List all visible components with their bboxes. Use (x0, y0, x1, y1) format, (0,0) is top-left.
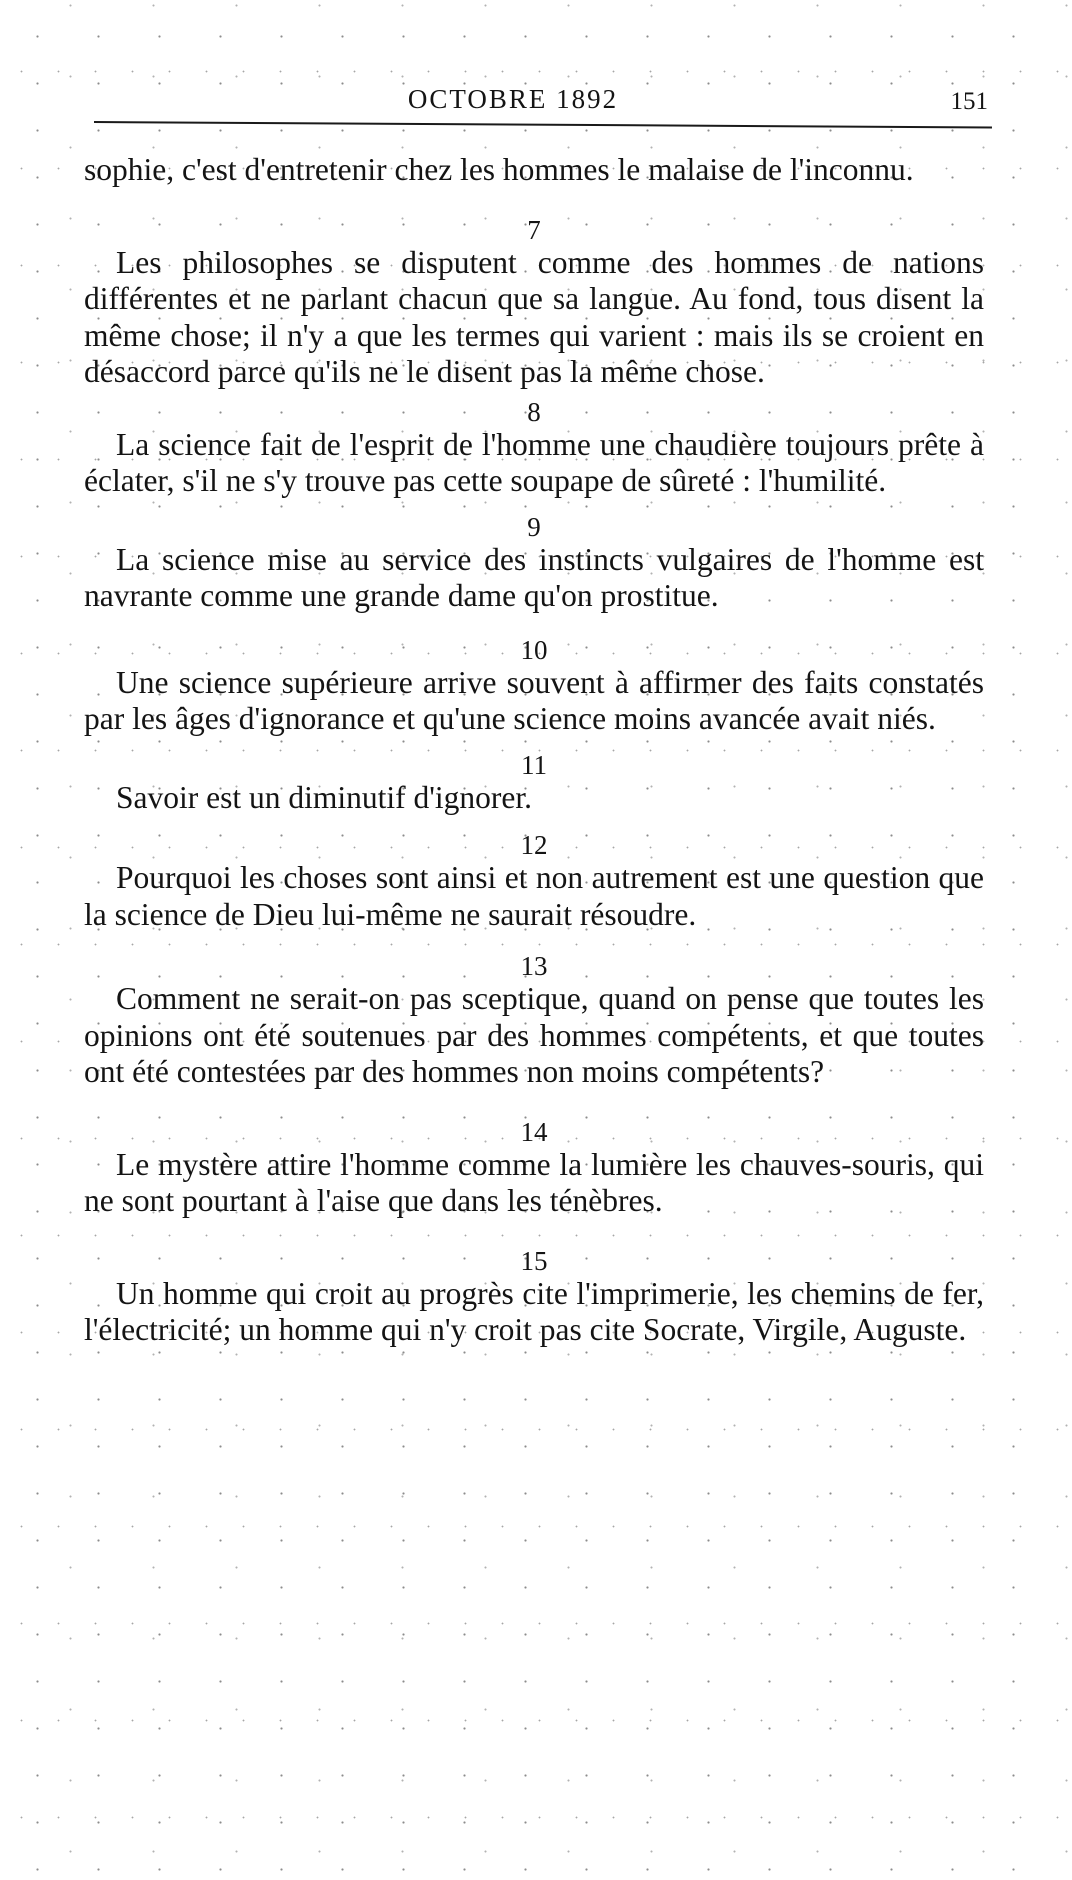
maxim-number: 13 (520, 951, 548, 981)
maxim-text: Comment ne serait-on pas sceptique, quand on pense que toutes les opinions ont été soutenues par des hommes compétents, et que toutes ont été contestées par des hommes non moins compétents? (84, 981, 984, 1089)
maxim-number: 14 (520, 1116, 548, 1147)
maxim-text: La science fait de l'esprit de l'homme une chaudière toujours prête à éclater, s'il ne s'y trouve pas cette soupape de sûreté : l'humilité. (84, 426, 984, 498)
continuation-paragraph: sophie, c'est d'entretenir chez les hommes le malaise de l'inconnu. (84, 152, 914, 187)
page-text (84, 152, 984, 1349)
maxim-text: Savoir est un diminutif d'ignorer. (116, 779, 533, 815)
maxim-text: Pourquoi les choses sont ainsi et non autrement est une question que la science de Dieu lui-même ne saurait résoudre. (84, 860, 984, 932)
maxim-number: 8 (527, 396, 541, 427)
maxim-text: Le mystère attire l'homme comme la lumière les chauves-souris, qui ne sont pourtant à l'aise que dans les ténèbres. (84, 1146, 984, 1218)
maxim-number: 12 (520, 830, 548, 860)
running-title: OCTOBRE 1892 (407, 84, 619, 114)
maxim-text: La science mise au service des instincts vulgaires de l'homme est navrante comme une grande dame qu'on prostitue. (84, 541, 984, 613)
maxim-text: Une science supérieure arrive souvent à affirmer des faits constatés par les âges d'ignorance et qu'une science moins avancée avait niés. (84, 664, 984, 736)
maxim-number: 9 (527, 511, 541, 542)
page-number: 151 (950, 88, 988, 115)
maxim-number: 7 (527, 214, 541, 245)
maxim-text: Les philosophes se disputent comme des hommes de nations différentes et ne parlant chacun que sa langue. Au fond, tous disent la même chose; il n'y a que les termes qui varient : mais ils se croient en désaccord parce qu'ils ne le disent pas la même chose. (84, 244, 984, 389)
maxim-number: 10 (520, 634, 548, 665)
page-header (96, 84, 990, 124)
maxim-number: 15 (520, 1245, 548, 1276)
maxim-text: Un homme qui croit au progrès cite l'imprimerie, les chemins de fer, l'électricité; un homme qui n'y croit pas cite Socrate, Virgile, Auguste. (84, 1275, 984, 1347)
maxim-number: 11 (521, 749, 547, 780)
